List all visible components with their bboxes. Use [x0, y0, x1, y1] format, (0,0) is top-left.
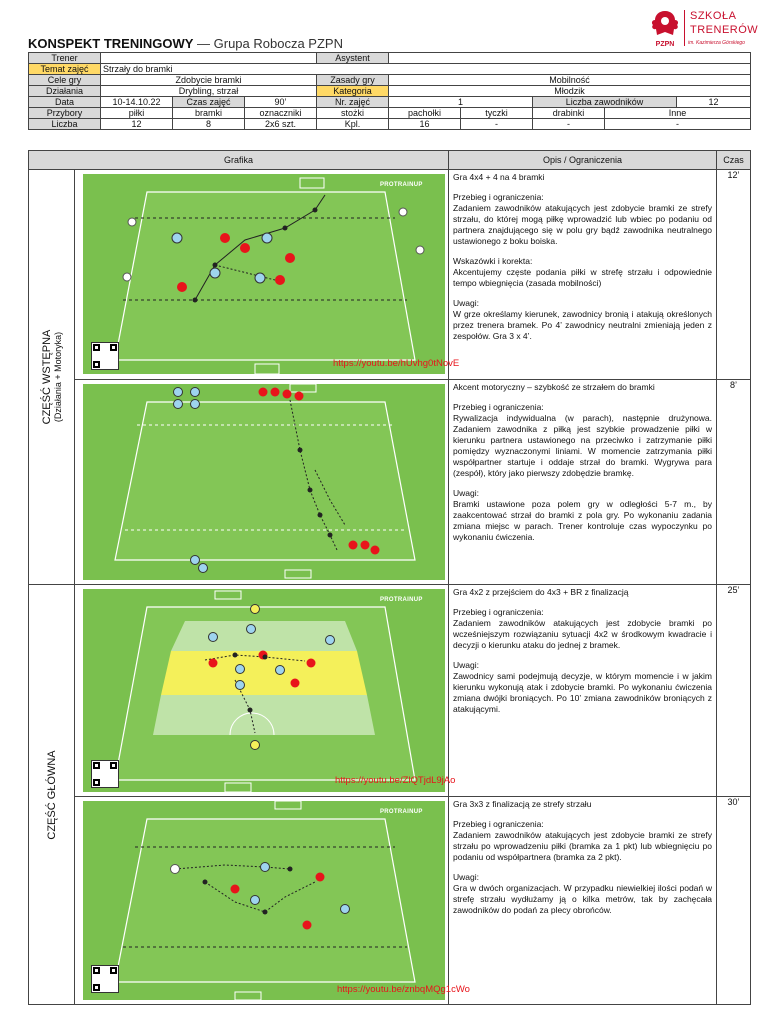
- title-sub: — Grupa Robocza PZPN: [193, 36, 343, 51]
- szkola-trenerow-logo: [648, 6, 758, 50]
- exercise-title: Gra 4x4 + 4 na 4 bramki: [453, 172, 545, 182]
- svg-text:PZPN: PZPN: [655, 41, 675, 48]
- zasady-value: Mobilność: [389, 75, 751, 86]
- logo-divider: [684, 10, 685, 46]
- asystent-label: Asystent: [317, 53, 389, 64]
- paragraph-heading: Uwagi:: [453, 872, 479, 882]
- exercise-description-3: [449, 585, 717, 797]
- count-item: 12: [101, 119, 173, 130]
- qr-code[interactable]: [91, 342, 119, 370]
- liczba-zaw-label: Liczba zawodników: [533, 97, 677, 108]
- equipment-item: oznaczniki: [245, 108, 317, 119]
- video-link[interactable]: https://youtu.be/ZlQTjdL9jAo: [335, 775, 456, 786]
- temat-label: Temat zajęć: [29, 64, 101, 75]
- exercise-description-4: [449, 797, 717, 1005]
- asystent-value: [389, 53, 751, 64]
- count-item: -: [605, 119, 751, 130]
- temat-value: Strzały do bramki: [101, 64, 751, 75]
- field-diagram: [75, 170, 449, 379]
- czas-value: 90’: [245, 97, 317, 108]
- exercise-time: 25’: [717, 585, 751, 797]
- field-brand: PROTRAINUP: [380, 597, 423, 603]
- paragraph-text: Bramki ustawione poza polem gry w odległości 5-7 m., by zaakcentować strzał do bramki z pola gry. Po wykonaniu zadania zmiana miejsc w parach. Trener kontroluje czas wypoczynku po wykonaniu ćwiczenia.: [453, 499, 713, 542]
- field-diagram: [75, 797, 449, 1004]
- equipment-item: stożki: [317, 108, 389, 119]
- count-item: 16: [389, 119, 461, 130]
- paragraph-text: Zadaniem zawodników atakujących jest zdobycie bramki ze strefy strzału, do której mogą piłkę wprowadzić lub wbiec po podaniu od partnera znajdującego się w polu gry bądź zawodnika neutralnego ustawionego z boku boiska.: [453, 203, 713, 246]
- equipment-item: Inne: [605, 108, 751, 119]
- count-item: -: [533, 119, 605, 130]
- opis-header: Opis / Ograniczenia: [449, 151, 717, 170]
- video-link[interactable]: https://youtu.be/hUvhg0tNovE: [333, 358, 460, 369]
- exercise-description-2: [449, 380, 717, 585]
- przybory-label: Przybory: [29, 108, 101, 119]
- title-main: KONSPEKT TRENINGOWY: [28, 36, 194, 51]
- nr-value: 1: [389, 97, 533, 108]
- nr-label: Nr. zajęć: [317, 97, 389, 108]
- exercise-title: Akcent motoryczny – szybkość ze strzałem do bramki: [453, 382, 655, 392]
- trener-value: [101, 53, 317, 64]
- paragraph-text: Gra w dwóch organizacjach. W przypadku niewielkiej ilości podań w strefę strzału wydłużamy ją o kilka metrów, tak by zachęcała zawodników do podań za plecy obrońców.: [453, 883, 713, 915]
- paragraph-text: Zawodnicy sami podejmują decyzje, w którym momencie i w jakim kierunku wykonują atak i zdobycie bramki. Po wykonaniu ćwiczenia zmiana dwójki broniących. Po 10’ zmiana zawodników broniących z atakującymi.: [453, 671, 713, 714]
- count-item: Kpl.: [317, 119, 389, 130]
- liczba-label: Liczba: [29, 119, 101, 130]
- field-brand: PROTRAINUP: [380, 809, 423, 815]
- paragraph-heading: Przebieg i ograniczenia:: [453, 819, 544, 829]
- exercise-graphic-1: [75, 170, 460, 380]
- qr-code[interactable]: [91, 965, 119, 993]
- count-item: 8: [173, 119, 245, 130]
- equipment-item: tyczki: [461, 108, 533, 119]
- paragraph-text: W grze określamy kierunek, zawodnicy bronią i atakują określonych przez trenera bramek. Po 4’ zawodnicy neutralni zmieniają jeden z zespołów. Gra 3 x 4’.: [453, 309, 713, 341]
- exercise-title: Gra 4x2 z przejściem do 4x3 + BR z finalizacją: [453, 587, 629, 597]
- paragraph-text: Zadaniem zawodników atakujących jest zdobycie bramki po wcześniejszym rozwiązaniu sytuacji 4x2 w środkowym kwadracie i decyzji o kierunku ataku do jednej z bramek.: [453, 618, 713, 650]
- section-label: CZĘŚĆ GŁÓWNA: [45, 749, 58, 840]
- paragraph-heading: Uwagi:: [453, 298, 479, 308]
- info-table: [28, 52, 751, 130]
- paragraph-heading: Przebieg i ograniczenia:: [453, 402, 544, 412]
- paragraph-text: Akcentujemy częste podania piłki w strefę strzału i odpowiednie tempo wbiegnięcia (zasada mobilności): [453, 267, 713, 288]
- logo-line2: TRENERÓW: [690, 24, 759, 36]
- paragraph-heading: Wskazówki i korekta:: [453, 256, 533, 266]
- pzpn-eagle-icon: [648, 8, 682, 50]
- dzialania-label: Działania: [29, 86, 101, 97]
- kategoria-value: Młodzik: [389, 86, 751, 97]
- dzialania-value: Drybling, strzał: [101, 86, 317, 97]
- data-value: 10-14.10.22: [101, 97, 173, 108]
- paragraph-heading: Uwagi:: [453, 660, 479, 670]
- logo-signature: im. Kazimierza Górskiego: [688, 40, 745, 46]
- section-warmup: [29, 170, 75, 585]
- paragraph-text: Zadaniem zawodników atakujących jest zdobycie bramki ze strefy strzału po wprowadzeniu piłki (bramka za 1 pkt) lub wbiegnięciu po podaniu od współpartnera (bramka za 2 pkt).: [453, 830, 713, 862]
- equipment-item: pachołki: [389, 108, 461, 119]
- field-brand: PROTRAINUP: [380, 182, 423, 188]
- section-label: CZĘŚĆ WSTĘPNA (Działania + Motoryka): [40, 329, 63, 425]
- exercise-graphic-3: [75, 585, 456, 797]
- count-item: 2x6 szt.: [245, 119, 317, 130]
- paragraph-heading: Przebieg i ograniczenia:: [453, 607, 544, 617]
- exercise-graphic-2: [75, 380, 449, 585]
- count-item: -: [461, 119, 533, 130]
- exercise-time: 12’: [717, 170, 751, 380]
- equipment-item: drabinki: [533, 108, 605, 119]
- cele-value: Zdobycie bramki: [101, 75, 317, 86]
- zasady-label: Zasady gry: [317, 75, 389, 86]
- paragraph-text: Rywalizacja indywidualna (w parach), następnie drużynowa. Zadaniem zawodnika z piłką jest szybkie prowadzenie piłki w kierunku partnera ustawionego na przeciwko i zatrzymanie piłki pomiędzy wyznaczonymi liniami. W momencie zatrzymania piłki współpartner startuje i oddaje strzał do bramki. Wygrywa para (zespół), który jako pierwszy zdobędzie bramkę.: [453, 413, 713, 478]
- kategoria-label: Kategoria: [317, 86, 389, 97]
- logo-line1: SZKOŁA: [690, 10, 737, 22]
- exercise-description-1: [449, 170, 717, 380]
- equipment-item: bramki: [173, 108, 245, 119]
- grafika-header: Grafika: [29, 151, 449, 170]
- exercise-table: [28, 150, 751, 1005]
- czas-label: Czas zajęć: [173, 97, 245, 108]
- video-link[interactable]: https://youtu.be/znbqMQg1cWo: [337, 984, 470, 995]
- exercise-time: 30’: [717, 797, 751, 1005]
- section-main: [29, 585, 75, 1005]
- qr-code[interactable]: [91, 760, 119, 788]
- cele-label: Cele gry: [29, 75, 101, 86]
- paragraph-heading: Przebieg i ograniczenia:: [453, 192, 544, 202]
- exercise-time: 8’: [717, 380, 751, 585]
- liczba-zaw-value: 12: [677, 97, 751, 108]
- field-diagram: [75, 585, 449, 796]
- exercise-title: Gra 3x3 z finalizacją ze strefy strzału: [453, 799, 592, 809]
- equipment-item: piłki: [101, 108, 173, 119]
- trener-label: Trener: [29, 53, 101, 64]
- document-title: [28, 36, 343, 51]
- czas-header: Czas: [717, 151, 751, 170]
- field-diagram: [75, 380, 449, 584]
- paragraph-heading: Uwagi:: [453, 488, 479, 498]
- data-label: Data: [29, 97, 101, 108]
